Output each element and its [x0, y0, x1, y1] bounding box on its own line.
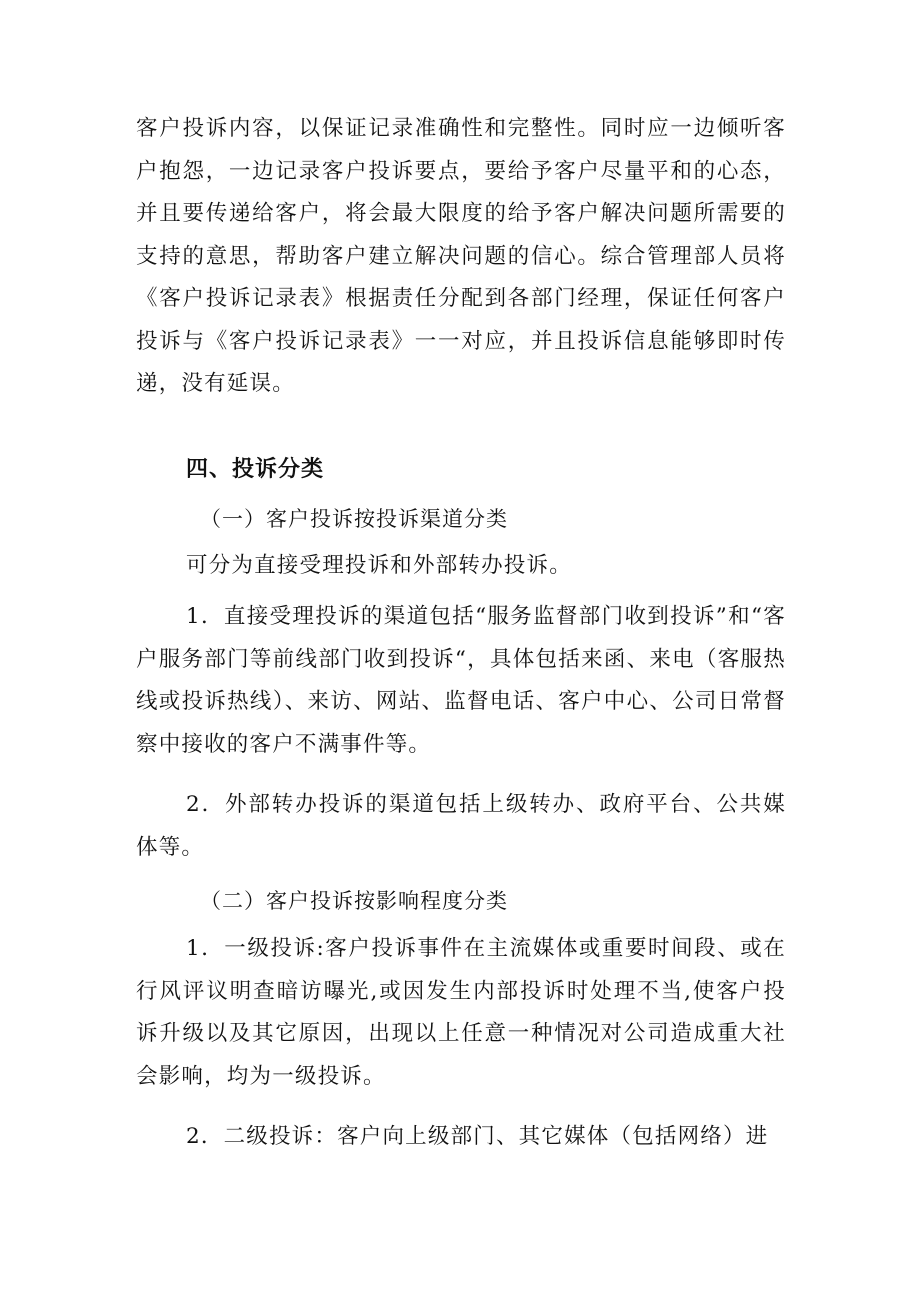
subheading-by-channel: （一）客户投诉按投诉渠道分类: [200, 507, 508, 531]
paragraph-external-complaint-channels: 2．外部转办投诉的渠道包括上级转办、政府平台、公共媒体等。: [136, 792, 786, 860]
subheading-by-impact: （二）客户投诉按影响程度分类: [200, 889, 508, 913]
section-heading-complaint-classification: 四、投诉分类: [186, 456, 325, 482]
paragraph-complaint-recording: 客户投诉内容，以保证记录准确性和完整性。同时应一边倾听客户抱怨，一边记录客户投诉要点，要给予客户尽量平和的心态，并且要传递给客户，将会最大限度的给予客户解决问题所需要的支持的意思，帮助客户建立解决问题的信心。综合管理部人员将《客户投诉记录表》根据责任分配到各部门经理，保证任何客户投诉与《客户投诉记录表》一一对应，并且投诉信息能够即时传递，没有延误。: [136, 116, 786, 396]
paragraph-direct-complaint-channels: 1．直接受理投诉的渠道包括“服务监督部门收到投诉”和“客户服务部门等前线部门收到投诉“，具体包括来函、来电（客服热线或投诉热线）、来访、网站、监督电话、客户中心、公司日常督察中接收的客户不满事件等。: [136, 604, 786, 757]
paragraph-channel-overview: 可分为直接受理投诉和外部转办投诉。: [186, 553, 572, 578]
paragraph-level-one-complaint: 1．一级投诉:客户投诉事件在主流媒体或重要时间段、或在行风评议明查暗访曝光,或因发生内部投诉时处理不当,使客户投诉升级以及其它原因，出现以上任意一种情况对公司造成重大社会影响，均为一级投诉。: [136, 936, 786, 1089]
paragraph-level-two-complaint: 2．二级投诉：客户向上级部门、其它媒体（包括网络）进: [186, 1124, 769, 1149]
